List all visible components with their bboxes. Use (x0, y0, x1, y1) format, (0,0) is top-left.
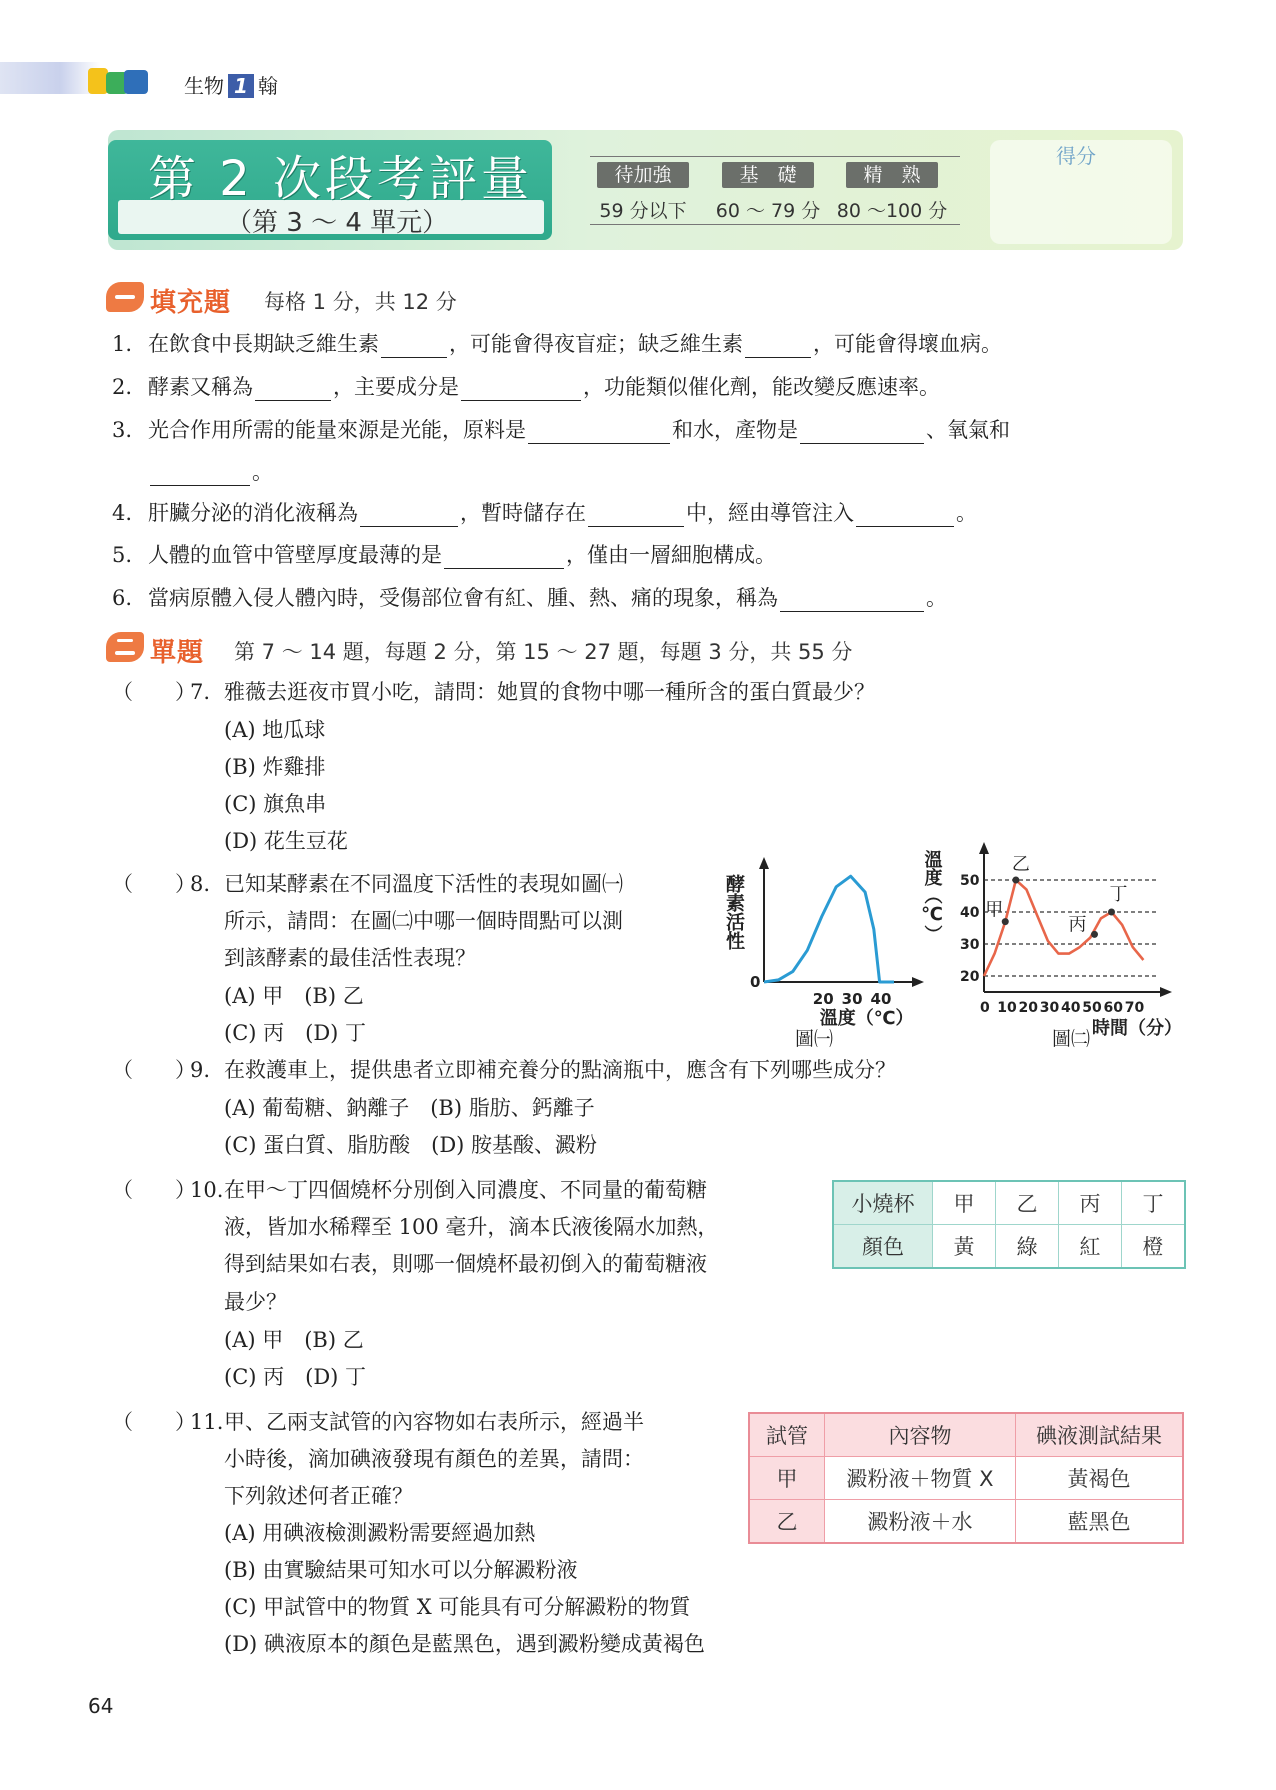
section-one-badge (106, 282, 144, 312)
question-4 (112, 497, 977, 527)
table-header: 試管 (749, 1413, 825, 1457)
answer-blank[interactable] (588, 504, 684, 527)
question-text: 所示，請問：在圖㈡中哪一個時間點可以測 (224, 909, 623, 933)
question-number: 10. (190, 1178, 224, 1202)
option-c-d[interactable]: (C) 丙 (D) 丁 (224, 1021, 367, 1045)
section-one-title: 填充題 (150, 288, 232, 318)
question-7 (190, 676, 875, 706)
y-tick-label: 20 (960, 969, 980, 985)
table-row (749, 1500, 1183, 1544)
table-cell: 藍黑色 (1016, 1500, 1184, 1544)
table-cell: 綠 (996, 1225, 1059, 1269)
answer-parentheses[interactable]: （ ） (112, 872, 196, 896)
grade-range-needs-work: 59 分以下 (599, 200, 687, 222)
exam-title: 第 2 次段考評量 (148, 151, 534, 207)
question-5 (112, 539, 776, 569)
grade-range-proficient: 80 ～100 分 (836, 200, 948, 222)
question-text: ，可能會得夜盲症；缺乏維生素 (449, 332, 743, 356)
x-tick-label: 50 (1082, 1000, 1102, 1016)
question-3-continued (148, 456, 273, 486)
option-a[interactable]: (A) 地瓜球 (224, 718, 326, 742)
question-8 (190, 868, 623, 898)
answer-blank[interactable] (780, 589, 924, 612)
answer-blank[interactable] (745, 335, 811, 358)
question-text: 、氧氣和 (926, 418, 1010, 442)
answer-blank[interactable] (528, 421, 670, 444)
section-two-badge (106, 632, 144, 662)
question-number: 3. (112, 418, 133, 442)
question-text: 雅薇去逛夜市買小吃，請問：她買的食物中哪一種所含的蛋白質最少？ (224, 680, 875, 704)
question-text: 光合作用所需的能量來源是光能，原料是 (148, 418, 526, 442)
x-axis-arrow (912, 977, 924, 987)
answer-blank[interactable] (381, 335, 447, 358)
question-text: 。 (926, 586, 947, 610)
option-c[interactable]: (C) 甲試管中的物質 X 可能具有可分解澱粉的物質 (224, 1595, 691, 1619)
grade-level-basic: 基 礎 (722, 162, 814, 188)
question-text: ，可能會得壞血病。 (813, 332, 1002, 356)
question-9 (190, 1054, 896, 1084)
table-cell: 甲 (749, 1457, 825, 1500)
table-header: 顏色 (833, 1225, 933, 1269)
question-text: 已知某酵素在不同溫度下活性的表現如圖㈠ (224, 872, 623, 896)
question-text: 。 (956, 501, 977, 525)
table-cell: 丙 (1059, 1181, 1122, 1225)
score-label: 得分 (1056, 144, 1096, 168)
question-text: ，功能類似催化劑，能改變反應速率。 (583, 375, 940, 399)
question-number: 1. (112, 332, 133, 356)
y-axis-arrow (979, 842, 989, 854)
question-10 (190, 1174, 707, 1204)
question-text: 在甲～丁四個燒杯分別倒入同濃度、不同量的葡萄糖 (224, 1178, 707, 1202)
option-d[interactable]: (D) 碘液原本的顏色是藍黑色，遇到澱粉變成黃褐色 (224, 1632, 705, 1656)
question-text: 到該酵素的最佳活性表現？ (224, 946, 476, 970)
x-tick-label: 30 (841, 990, 863, 1008)
x-tick-label: 70 (1124, 1000, 1145, 1016)
x-tick-label: 40 (870, 990, 892, 1008)
answer-blank[interactable] (255, 378, 331, 401)
table-cell: 澱粉液＋水 (825, 1500, 1016, 1544)
time-point-marker (1091, 931, 1098, 938)
enzyme-activity-chart (724, 852, 934, 1036)
table-cell: 澱粉液＋物質 X (825, 1457, 1016, 1500)
figure-caption-1: 圖㈠ (795, 1028, 834, 1050)
figure-caption-2: 圖㈡ (1052, 1028, 1091, 1050)
answer-blank[interactable] (461, 378, 581, 401)
question-number: 9. (190, 1058, 211, 1082)
book-title (184, 70, 278, 99)
x-axis-arrow (1160, 987, 1172, 997)
x-tick-label: 60 (1103, 1000, 1123, 1016)
question-text: ，僅由一層細胞構成。 (566, 543, 776, 567)
question-number: 7. (190, 680, 211, 704)
y-axis-arrow (759, 857, 769, 869)
option-a-b[interactable]: (A) 甲 (B) 乙 (224, 984, 364, 1008)
question-6 (112, 582, 947, 612)
question-text: 酵素又稱為 (148, 375, 253, 399)
question-1 (112, 328, 1002, 358)
time-point-label: 乙 (1011, 854, 1030, 875)
x-tick-label: 0 (980, 1000, 990, 1016)
x-tick-label: 40 (1061, 1000, 1081, 1016)
grade-level-proficient: 精 熟 (846, 162, 938, 188)
answer-parentheses[interactable]: （ ） (112, 1058, 196, 1082)
section-two-note: 第 7 ～ 14 題，每題 2 分，第 15 ～ 27 題，每題 3 分，共 55 分 (234, 640, 853, 664)
answer-blank[interactable] (444, 546, 564, 569)
exam-units: （第 3 ～ 4 單元） (226, 208, 449, 238)
question-3 (112, 414, 1010, 444)
question-text: 在飲食中長期缺乏維生素 (148, 332, 379, 356)
publisher-mark: 翰 (257, 74, 278, 98)
answer-blank[interactable] (800, 421, 924, 444)
answer-blank[interactable] (360, 504, 458, 527)
x-tick-label: 30 (1039, 1000, 1060, 1016)
question-text: 在救護車上，提供患者立即補充養分的點滴瓶中，應含有下列哪些成分？ (224, 1058, 896, 1082)
series-logo (88, 66, 150, 96)
y-tick-label: 40 (960, 905, 980, 921)
x-axis-label: 時間（分） (1092, 1018, 1182, 1039)
option-b[interactable]: (B) 由實驗結果可知水可以分解澱粉液 (224, 1558, 578, 1582)
table-header: 內容物 (825, 1413, 1016, 1457)
x-tick-label: 20 (812, 990, 834, 1008)
question-text: ，主要成分是 (333, 375, 459, 399)
question-text: 最少？ (224, 1290, 287, 1314)
question-number: 2. (112, 375, 133, 399)
question-text: 小時後，滴加碘液發現有顏色的差異，請問： (224, 1447, 644, 1471)
question-number: 4. (112, 501, 133, 525)
x-tick-label: 20 (1018, 1000, 1038, 1016)
table-header: 小燒杯 (833, 1181, 933, 1225)
subject-name: 生物 (184, 74, 224, 98)
question-text: 肝臟分泌的消化液稱為 (148, 501, 358, 525)
x-tick-label: 10 (997, 1000, 1017, 1016)
question-11 (190, 1406, 644, 1436)
option-a[interactable]: (A) 用碘液檢測澱粉需要經過加熱 (224, 1521, 536, 1545)
question-text: 中，經由導管注入 (686, 501, 854, 525)
table-cell: 紅 (1059, 1225, 1122, 1269)
answer-blank[interactable] (150, 463, 250, 486)
question-number: 5. (112, 543, 133, 567)
time-point-label: 甲 (985, 899, 1004, 921)
option-c-d[interactable]: (C) 丙 (D) 丁 (224, 1365, 367, 1389)
question-text: 。 (252, 460, 273, 484)
table-cell: 黃褐色 (1016, 1457, 1184, 1500)
answer-parentheses[interactable]: （ ） (112, 1178, 196, 1202)
table-cell: 黃 (933, 1225, 996, 1269)
answer-parentheses[interactable]: （ ） (112, 1410, 196, 1434)
answer-blank[interactable] (856, 504, 954, 527)
question-text: ，暫時儲存在 (460, 501, 586, 525)
section-two-title: 單題 (150, 638, 205, 668)
question-text: 甲、乙兩支試管的內容物如右表所示，經過半 (224, 1410, 644, 1434)
option-c[interactable]: (C) 旗魚串 (224, 792, 327, 816)
divider (590, 224, 960, 225)
page-number: 64 (88, 1694, 114, 1718)
origin-label: 0 (750, 973, 761, 991)
x-axis-label: 溫度（℃） (819, 1008, 914, 1029)
grade-level-needs-work: 待加強 (597, 162, 689, 188)
activity-curve (764, 876, 894, 982)
question-text: 人體的血管中管壁厚度最薄的是 (148, 543, 442, 567)
volume-number: 1 (228, 74, 254, 98)
option-c-d[interactable]: (C) 蛋白質、脂肪酸 (D) 胺基酸、澱粉 (224, 1133, 598, 1157)
time-point-label: 丙 (1068, 914, 1087, 936)
question-2 (112, 371, 940, 401)
table-row (749, 1413, 1183, 1457)
beaker-result-table (832, 1180, 1186, 1269)
question-number: 11. (190, 1410, 224, 1434)
option-d[interactable]: (D) 花生豆花 (224, 829, 348, 853)
time-point-label: 丁 (1109, 884, 1128, 905)
question-text: 液，皆加水稀釋至 100 毫升，滴本氏液後隔水加熱， (224, 1215, 719, 1239)
table-header: 碘液測試結果 (1016, 1413, 1184, 1457)
question-number: 6. (112, 586, 133, 610)
test-tube-table (748, 1412, 1184, 1544)
table-row (749, 1457, 1183, 1500)
y-tick-label: 30 (960, 937, 980, 953)
section-one-note: 每格 1 分，共 12 分 (264, 290, 457, 314)
table-cell: 丁 (1122, 1181, 1186, 1225)
time-point-marker (1012, 877, 1019, 884)
answer-parentheses[interactable]: （ ） (112, 680, 196, 704)
question-text: 得到結果如右表，則哪一個燒杯最初倒入的葡萄糖液 (224, 1252, 707, 1276)
question-text: 當病原體入侵人體內時，受傷部位會有紅、腫、熱、痛的現象，稱為 (148, 586, 778, 610)
y-tick-label: 50 (960, 873, 980, 889)
divider (590, 156, 960, 157)
table-row (833, 1225, 1185, 1269)
table-cell: 橙 (1122, 1225, 1186, 1269)
question-number: 8. (190, 872, 211, 896)
grade-range-basic: 60 ～ 79 分 (715, 200, 821, 222)
table-cell: 甲 (933, 1181, 996, 1225)
question-text: 和水，產物是 (672, 418, 798, 442)
chart2-ylabel: 溫度（℃） (921, 850, 943, 943)
table-row (833, 1181, 1185, 1225)
chart1-ylabel: 酵素活性 (723, 874, 745, 950)
question-text: 下列敘述何者正確？ (224, 1484, 413, 1508)
header-decoration (0, 62, 100, 94)
option-a-b[interactable]: (A) 甲 (B) 乙 (224, 1328, 364, 1352)
table-cell: 乙 (749, 1500, 825, 1544)
table-cell: 乙 (996, 1181, 1059, 1225)
option-b[interactable]: (B) 炸雞排 (224, 755, 326, 779)
option-a-b[interactable]: (A) 葡萄糖、鈉離子 (B) 脂肪、鈣離子 (224, 1096, 595, 1120)
time-point-marker (1108, 909, 1115, 916)
